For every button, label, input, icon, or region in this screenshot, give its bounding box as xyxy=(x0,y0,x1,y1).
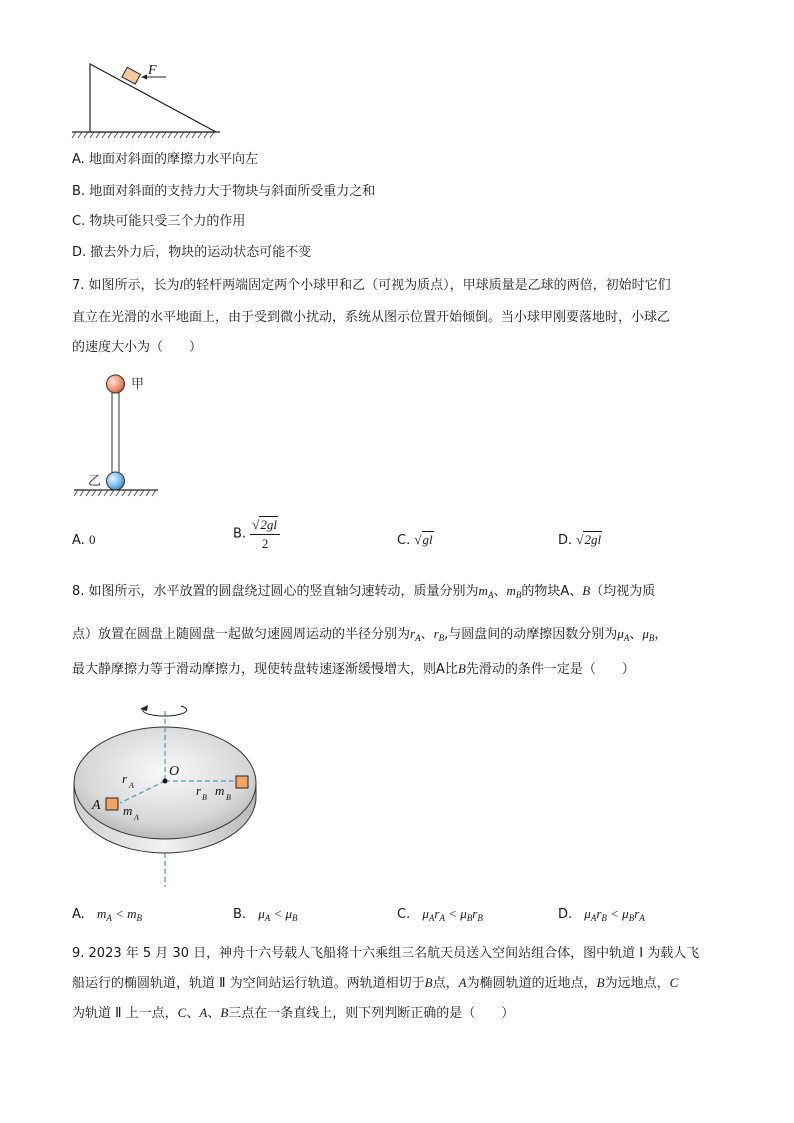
label-mA: m xyxy=(123,803,133,818)
q7-option-d[interactable] xyxy=(558,531,602,550)
option-letter: B. xyxy=(233,907,247,922)
block xyxy=(122,67,140,84)
svg-text:B: B xyxy=(226,793,231,802)
option-expr: $\mu_Ar_A < \mu_Br_B$ xyxy=(422,906,483,923)
label-mB: m xyxy=(215,783,225,798)
q7-option-b[interactable] xyxy=(233,516,280,553)
q7-stem-line2: 直立在光滑的水平地面上，由于受到微小扰动，系统从图示位置开始倾倒。当小球甲刚要落地时，小球乙 xyxy=(72,310,671,325)
option-letter: C. xyxy=(397,907,411,922)
fraction: $\frac{√2gl}{2}$ xyxy=(250,516,280,553)
q6-option-c[interactable] xyxy=(72,213,245,231)
q9-stem-line2: 船运行的椭圆轨道，轨道 Ⅱ 为空间站运行轨道。两轨道相切于B点，A为椭圆轨道的近地点，B为远地点，C xyxy=(72,975,679,991)
option-expr: $\mu_A < \mu_B$ xyxy=(258,906,298,923)
svg-text:A: A xyxy=(129,781,134,790)
option-letter: A. xyxy=(72,533,85,548)
option-letter: D. xyxy=(72,245,87,260)
label-rB: r xyxy=(196,783,202,798)
ball-jia xyxy=(107,375,125,393)
option-letter: B. xyxy=(72,184,86,199)
rod-figure xyxy=(70,370,165,500)
option-letter: C. xyxy=(397,533,411,548)
label-jia: 甲 xyxy=(131,376,145,391)
label-A: A xyxy=(92,798,101,813)
sqrt-expr: √2gl xyxy=(576,532,602,547)
force-label: F xyxy=(148,63,157,78)
q6-option-a[interactable] xyxy=(72,151,258,169)
q8-stem-line3: 最大静摩擦力等于滑动摩擦力，现使转盘转速逐渐缓慢增大，则A比B先滑动的条件一定是（ ） xyxy=(72,661,635,677)
option-letter: A. xyxy=(72,152,85,167)
option-expr: $m_A < m_B$ xyxy=(96,906,142,923)
option-letter: A. xyxy=(72,907,85,922)
q8-option-a[interactable] xyxy=(72,905,142,927)
option-text: 地面对斜面的摩擦力水平向左 xyxy=(88,152,258,167)
q8-option-b[interactable] xyxy=(233,905,298,927)
label-yi: 乙 xyxy=(88,473,102,488)
light-rod xyxy=(112,392,119,482)
option-letter: B. xyxy=(233,526,247,542)
option-letter: D. xyxy=(558,907,573,922)
label-rA: r xyxy=(122,771,128,786)
svg-text:A: A xyxy=(134,813,139,822)
option-text: 地面对斜面的支持力大于物块与斜面所受重力之和 xyxy=(89,184,376,199)
ball-yi xyxy=(107,472,125,490)
sqrt-expr: √gl xyxy=(414,532,433,547)
block-a xyxy=(106,798,118,810)
q7-stem-line3: 的速度大小为（ ） xyxy=(72,340,203,355)
q8-option-c[interactable] xyxy=(397,905,483,927)
q6-option-d[interactable] xyxy=(72,244,311,262)
option-letter: D. xyxy=(558,533,573,548)
q7-option-c[interactable] xyxy=(397,531,434,550)
q7-stem-line1: 7. 如图所示，长为l的轻杆两端固定两个小球甲和乙（可视为质点），甲球质量是乙球的两倍，初始时它们 xyxy=(72,277,671,293)
svg-text:B: B xyxy=(202,793,207,802)
q8-option-d[interactable] xyxy=(558,905,645,927)
incline-figure xyxy=(68,58,228,140)
option-text: 撤去外力后，物块的运动状态可能不变 xyxy=(90,245,312,260)
option-expr: $\mu_Ar_B < \mu_Br_A$ xyxy=(584,906,645,923)
option-text: 物块可能只受三个力的作用 xyxy=(89,214,246,229)
label-O: O xyxy=(169,764,180,779)
q6-option-b[interactable] xyxy=(72,183,375,201)
q7-option-a[interactable] xyxy=(72,531,95,550)
turntable-figure xyxy=(68,697,262,891)
q8-stem-line1: 8. 如图所示，水平放置的圆盘绕过圆心的竖直轴匀速转动，质量分别为$m_A$、$m_B$的物块A、B（均视为质 xyxy=(72,583,656,600)
block-b xyxy=(236,776,248,788)
option-value: 0 xyxy=(88,532,96,547)
q9-stem-line3: 为轨道 Ⅱ 上一点，C、A、B三点在一条直线上，则下列判断正确的是（ ） xyxy=(72,1005,515,1021)
q9-stem-line1: 9. 2023 年 5 月 30 日，神舟十六号载人飞船将十六乘组三名航天员送入空间站组合体，图中轨道 Ⅰ 为载人飞 xyxy=(72,946,700,961)
option-letter: C. xyxy=(72,214,86,229)
q8-stem-line2: 点）放置在圆盘上随圆盘一起做匀速圆周运动的半径分别为$r_A$、$r_B$,与圆盘间的动摩擦因数分别为$\mu_A$、$\mu_B$， xyxy=(72,626,668,643)
